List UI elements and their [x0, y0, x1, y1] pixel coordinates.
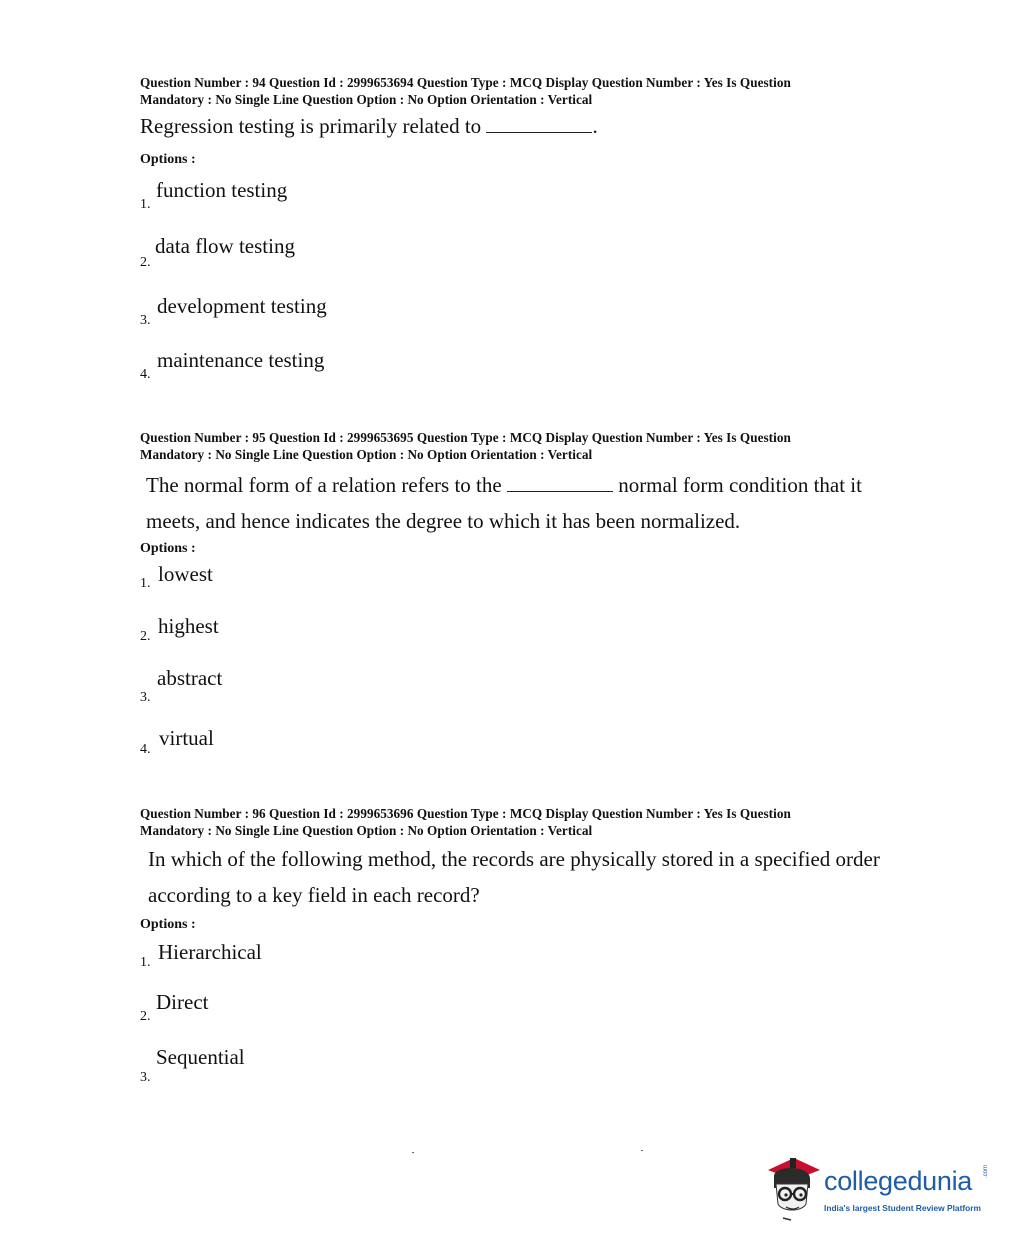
- option-text: development testing: [157, 294, 327, 318]
- option-4[interactable]: [140, 348, 540, 388]
- question-94: [140, 74, 900, 394]
- question-text-after-blank: normal form condition that it: [618, 473, 862, 497]
- option-number: 3.: [140, 1070, 151, 1085]
- answer-blank: [507, 474, 613, 492]
- option-text: Sequential: [156, 1045, 245, 1069]
- question-text-line2: meets, and hence indicates the degree to which it has been normalized.: [146, 509, 741, 533]
- answer-blank: [486, 115, 592, 133]
- question-text-before-blank: Regression testing is primarily related to: [140, 114, 482, 138]
- option-4[interactable]: [140, 726, 540, 766]
- option-3[interactable]: [140, 294, 540, 334]
- question-text-line2: according to a key field in each record?: [148, 883, 480, 907]
- scan-mark: [412, 1152, 414, 1153]
- option-1[interactable]: [140, 940, 540, 980]
- question-meta-line2: Mandatory : No Single Line Question Option : No Option Orientation : Vertical: [140, 92, 593, 107]
- option-number: 4.: [140, 742, 151, 757]
- question-text-after-blank: .: [592, 114, 598, 138]
- option-text: Direct: [156, 990, 209, 1014]
- option-1[interactable]: [140, 562, 540, 602]
- question-meta-line2: Mandatory : No Single Line Question Option : No Option Orientation : Vertical: [140, 823, 593, 838]
- option-text: maintenance testing: [157, 348, 325, 372]
- question-text-line1: In which of the following method, the records are physically stored in a specified order: [148, 847, 880, 871]
- question-96: [140, 805, 900, 1095]
- mascot-graduate-icon: [764, 1154, 822, 1222]
- question-meta-line1: Question Number : 96 Question Id : 2999653696 Question Type : MCQ Display Question Number : Yes Is Question: [140, 806, 791, 821]
- option-number: 1.: [140, 197, 151, 212]
- option-text: Hierarchical: [158, 940, 262, 964]
- option-number: 3.: [140, 690, 151, 705]
- option-text: lowest: [158, 562, 213, 586]
- option-number: 2.: [140, 1009, 151, 1024]
- option-1[interactable]: [140, 178, 540, 218]
- option-number: 2.: [140, 629, 151, 644]
- option-number: 4.: [140, 367, 151, 382]
- options-label: Options :: [140, 152, 196, 167]
- option-number: 2.: [140, 255, 151, 270]
- question-text-before-blank: The normal form of a relation refers to the: [146, 473, 502, 497]
- logo-tagline: India's largest Student Review Platform: [824, 1203, 981, 1213]
- question-95: [140, 429, 900, 769]
- option-text: data flow testing: [155, 234, 295, 258]
- collegedunia-logo: [764, 1154, 990, 1224]
- question-meta-line1: Question Number : 94 Question Id : 2999653694 Question Type : MCQ Display Question Number : Yes Is Question: [140, 75, 791, 90]
- question-meta-line2: Mandatory : No Single Line Question Option : No Option Orientation : Vertical: [140, 447, 593, 462]
- option-2[interactable]: [140, 234, 540, 274]
- option-text: highest: [158, 614, 219, 638]
- question-text: [140, 114, 598, 139]
- option-text: virtual: [159, 726, 214, 750]
- option-2[interactable]: [140, 614, 540, 654]
- logo-dotcom: .com: [983, 1164, 989, 1178]
- logo-wordmark: collegedunia: [824, 1166, 973, 1196]
- option-text: abstract: [157, 666, 223, 690]
- option-number: 1.: [140, 955, 151, 970]
- option-number: 3.: [140, 313, 151, 328]
- option-text: function testing: [156, 178, 288, 202]
- option-2[interactable]: [140, 990, 540, 1030]
- scan-mark: [641, 1150, 643, 1151]
- option-3[interactable]: [140, 666, 540, 706]
- question-text-line1: [146, 473, 862, 498]
- options-label: Options :: [140, 917, 196, 932]
- options-label: Options :: [140, 541, 196, 556]
- question-meta-line1: Question Number : 95 Question Id : 2999653695 Question Type : MCQ Display Question Number : Yes Is Question: [140, 430, 791, 445]
- option-3[interactable]: [140, 1045, 540, 1085]
- option-number: 1.: [140, 576, 151, 591]
